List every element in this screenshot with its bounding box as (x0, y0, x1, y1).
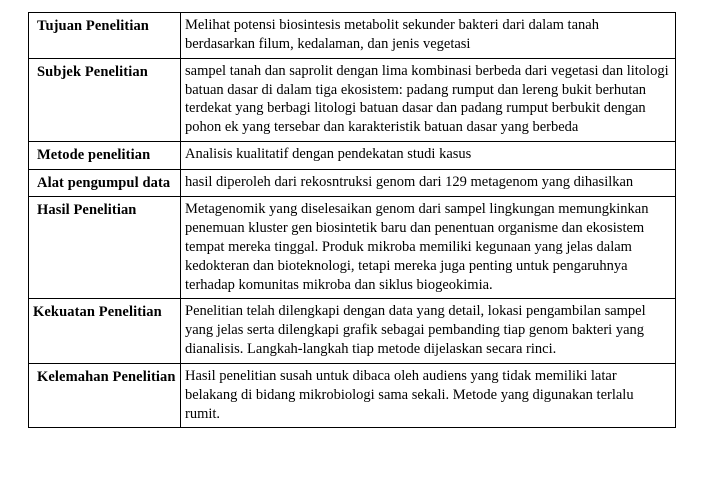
table-cell-value (181, 142, 676, 170)
table-cell-value (181, 363, 676, 428)
table-row (29, 197, 676, 299)
table-cell-value (181, 299, 676, 364)
table-cell-label (29, 58, 181, 141)
table-cell-value (181, 13, 676, 59)
row-label-metode-penelitian: Metode penelitian (37, 147, 151, 164)
row-value-hasil-penelitian: Metagenomik yang diselesaikan genom dari sampel lingkungan memungkinkan penemuan kluster gen biosintetik baru dan penentuan organisme dan ekosistem tempat mereka tinggal. Produk mikroba memiliki kegunaan yang jelas dalam kedokteran dan bioteknologi, tetapi mereka juga penting untuk pengaruhnya terhadap komunitas mikroba dan siklus biogeokimia. (185, 201, 649, 293)
table-cell-label (29, 13, 181, 59)
row-value-metode-penelitian: Analisis kualitatif dengan pendekatan studi kasus (185, 146, 472, 163)
row-label-alat-pengumpul-data: Alat pengumpul data (37, 174, 171, 191)
row-value-kekuatan-penelitian: Penelitian telah dilengkapi dengan data yang detail, lokasi pengambilan sampel yang jelas serta dilengkapi grafik sebagai pembanding tiap genom bakteri yang dianalisis. Langkah-langkah tiap metode dijelaskan secara rinci. (185, 303, 646, 358)
table-cell-label (29, 299, 181, 364)
table-row (29, 13, 676, 59)
row-label-kelemahan-penelitian: Kelemahan Penelitian (37, 368, 176, 385)
table-row (29, 142, 676, 170)
table-cell-value (181, 197, 676, 299)
row-label-subjek-penelitian: Subjek Penelitian (37, 63, 148, 80)
table-cell-label (29, 197, 181, 299)
row-label-kekuatan-penelitian: Kekuatan Penelitian (33, 304, 162, 321)
table-row (29, 169, 676, 197)
row-value-alat-pengumpul-data: hasil diperoleh dari rekosntruksi genom dari 129 metagenom yang dihasilkan (185, 173, 634, 190)
row-value-tujuan-penelitian: Melihat potensi biosintesis metabolit sekunder bakteri dari dalam tanah berdasarkan filum, kedalaman, dan jenis vegetasi (185, 17, 599, 52)
table-cell-value (181, 58, 676, 141)
row-label-tujuan-penelitian: Tujuan Penelitian (37, 18, 149, 34)
research-review-table (28, 12, 676, 428)
table-row (29, 299, 676, 364)
table-cell-label (29, 169, 181, 197)
row-value-subjek-penelitian: sampel tanah dan saprolit dengan lima kombinasi berbeda dari vegetasi dan litologi batuan dasar di dalam tiga ekosistem: padang rumput dan lereng bukit berhutan terdekat yang berbagi litologi batuan dasar dan padang rumput berbukit dengan pohon ek yang tersebar dan karakteristik batuan dasar yang berbeda (185, 62, 669, 136)
table-cell-label (29, 363, 181, 428)
row-label-hasil-penelitian: Hasil Penelitian (37, 202, 137, 219)
row-value-kelemahan-penelitian: Hasil penelitian susah untuk dibaca oleh audiens yang tidak memiliki latar belakang di bidang mikrobiologi sama sekali. Metode yang digunakan terlalu rumit. (185, 367, 634, 422)
table-row (29, 363, 676, 428)
table-row (29, 58, 676, 141)
table-cell-value (181, 169, 676, 197)
table-cell-label (29, 142, 181, 170)
table-body (29, 13, 676, 428)
